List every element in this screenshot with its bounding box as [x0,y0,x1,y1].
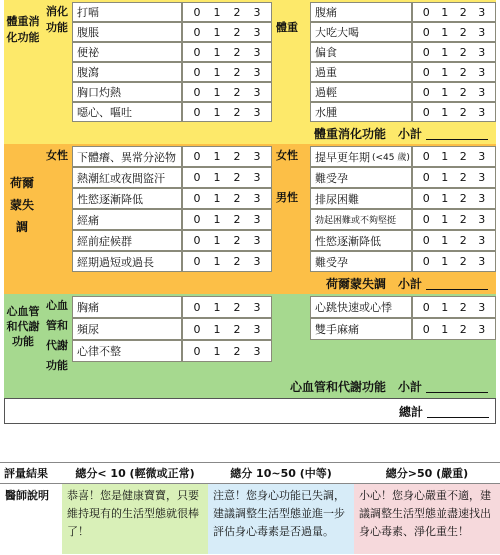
cardio-right-scores[interactable] [412,318,496,340]
score-option[interactable]: 3 [478,213,486,226]
score-option[interactable]: 3 [478,255,486,268]
score-option[interactable]: 2 [233,213,241,226]
hormone-right-item: 勃起困難或不夠堅挺 [310,209,412,230]
hormone-right-scores[interactable] [412,251,496,272]
eval-text-mid: 注意！您身心功能已失調，建議調整生活型態並進一步評估身心毒素是否過量。 [208,484,354,554]
score-option[interactable]: 1 [441,213,449,226]
cardio-subtotal: 心血管和代謝功能 小計 [4,374,496,398]
hormone-right-scores[interactable] [412,188,496,209]
score-option[interactable]: 1 [213,192,221,205]
hormone-right-item: 提早更年期 (<45 歲) [310,146,412,167]
score-option[interactable]: 0 [422,150,430,163]
score-option[interactable]: 0 [193,213,201,226]
hormone-right-scores[interactable] [412,146,496,167]
score-option[interactable]: 3 [253,255,261,268]
score-option[interactable]: 0 [422,25,430,39]
score-option[interactable]: 3 [478,105,486,119]
score-option[interactable]: 3 [253,213,261,226]
digestive-left-scores[interactable] [182,42,272,62]
score-option[interactable]: 1 [441,234,449,247]
score-option[interactable]: 1 [213,85,221,99]
cardio-left-item: 心律不整 [72,340,182,362]
hormone-subtotal: 荷爾蒙失調 小計 [4,272,496,294]
digestive-sub-left: 消化功能 [46,5,68,34]
score-option[interactable]: 2 [233,234,241,247]
digestive-sub-right: 體重 [276,21,298,34]
eval-range-mid: 總分 10~50 (中等) [208,462,354,484]
score-option[interactable]: 0 [422,322,430,336]
score-option[interactable]: 0 [193,105,201,119]
score-option[interactable]: 3 [253,300,261,314]
digestive-left-item: 噁心、嘔吐 [72,102,182,122]
score-option[interactable]: 0 [193,65,201,79]
score-option[interactable]: 2 [459,192,467,205]
total-label: 總計 [398,404,423,419]
score-option[interactable]: 1 [441,192,449,205]
score-option[interactable]: 2 [233,300,241,314]
score-option[interactable]: 0 [422,192,430,205]
digestive-left-scores[interactable] [182,102,272,122]
score-option[interactable]: 3 [253,150,261,163]
score-option[interactable]: 2 [233,344,241,358]
score-option[interactable]: 2 [459,150,467,163]
cardio-left-scores[interactable] [182,318,272,340]
hormone-right-item: 性慾逐漸降低 [310,230,412,251]
score-option[interactable]: 3 [478,25,486,39]
score-option[interactable]: 0 [422,234,430,247]
score-option[interactable]: 3 [478,192,486,205]
score-option[interactable]: 2 [233,255,241,268]
score-option[interactable]: 0 [422,5,430,19]
score-option[interactable]: 2 [233,105,241,119]
hormone-left-item: 經前症候群 [72,230,182,251]
score-option[interactable]: 2 [459,25,467,39]
score-option[interactable]: 2 [233,5,241,19]
score-option[interactable]: 2 [459,234,467,247]
score-option[interactable]: 0 [193,255,201,268]
eval-header-label: 評量結果 [0,462,62,484]
score-option[interactable]: 3 [253,234,261,247]
score-option[interactable]: 0 [193,25,201,39]
score-option[interactable]: 1 [441,45,449,59]
score-option[interactable]: 1 [213,171,221,184]
score-option[interactable]: 0 [193,344,201,358]
digestive-right-item: 過輕 [310,82,412,102]
digestive-right-item: 水腫 [310,102,412,122]
hormone-left-scores[interactable] [182,251,272,272]
score-option[interactable]: 1 [441,300,449,314]
score-option[interactable]: 0 [422,105,430,119]
score-option[interactable]: 1 [213,234,221,247]
digestive-right-scores[interactable] [412,42,496,62]
digestive-right-item: 過重 [310,62,412,82]
digestive-right-scores[interactable] [412,82,496,102]
score-option[interactable]: 0 [193,85,201,99]
score-option[interactable]: 3 [478,5,486,19]
digestive-left-item: 腹瀉 [72,62,182,82]
digestive-left-item: 腹脹 [72,22,182,42]
score-option[interactable]: 3 [478,171,486,184]
digestive-right-scores[interactable] [412,62,496,82]
score-option[interactable]: 3 [478,234,486,247]
score-option[interactable]: 1 [441,322,449,336]
score-option[interactable]: 3 [253,5,261,19]
score-option[interactable]: 2 [459,322,467,336]
score-option[interactable]: 1 [441,171,449,184]
total-row [4,398,496,424]
score-option[interactable]: 0 [193,45,201,59]
score-option[interactable]: 3 [253,85,261,99]
score-option[interactable]: 3 [478,85,486,99]
score-option[interactable]: 0 [422,85,430,99]
score-option[interactable]: 1 [213,322,221,336]
score-option[interactable]: 2 [233,45,241,59]
score-option[interactable]: 3 [253,192,261,205]
score-option[interactable]: 3 [478,45,486,59]
hormone-left-scores[interactable] [182,188,272,209]
digestive-title: 體重消化功能 [6,15,40,44]
score-option[interactable]: 1 [441,25,449,39]
score-option[interactable]: 2 [459,300,467,314]
hormone-sub-male: 男性 [276,191,298,204]
score-option[interactable]: 0 [193,150,201,163]
score-option[interactable]: 3 [478,300,486,314]
hormone-left-item: 經痛 [72,209,182,230]
eval-range-low: 總分< 10 (輕微或正常) [62,462,208,484]
score-option[interactable]: 2 [459,171,467,184]
score-option[interactable]: 1 [213,255,221,268]
hormone-left-scores[interactable] [182,146,272,167]
age-note: (<45 歲) [372,153,410,163]
score-option[interactable]: 2 [233,192,241,205]
digestive-left-item: 便祕 [72,42,182,62]
score-option[interactable]: 1 [441,85,449,99]
eval-range-high: 總分>50 (嚴重) [354,462,500,484]
score-option[interactable]: 2 [233,25,241,39]
digestive-right-item: 偏食 [310,42,412,62]
hormone-right-item: 難受孕 [310,251,412,272]
score-option[interactable]: 3 [253,25,261,39]
hormone-left-scores[interactable] [182,167,272,188]
score-option[interactable]: 3 [253,45,261,59]
hormone-right-scores[interactable] [412,209,496,230]
hormone-right-scores[interactable] [412,230,496,251]
digestive-right-item: 大吃大喝 [310,22,412,42]
score-option[interactable]: 0 [193,171,201,184]
cardio-right-item: 雙手麻痛 [310,318,412,340]
score-option[interactable]: 0 [422,255,430,268]
score-option[interactable]: 1 [441,255,449,268]
hormone-left-item: 下體癢、異常分泌物 [72,146,182,167]
hormone-title: 荷爾蒙失調 [9,176,34,234]
score-option[interactable]: 2 [459,105,467,119]
score-option[interactable]: 1 [441,150,449,163]
hormone-left-item: 性慾逐漸降低 [72,188,182,209]
score-option[interactable]: 0 [422,171,430,184]
score-option[interactable]: 2 [233,85,241,99]
cardio-right-scores[interactable] [412,296,496,318]
digestive-right-scores[interactable] [412,102,496,122]
score-option[interactable]: 3 [253,171,261,184]
score-option[interactable]: 2 [459,65,467,79]
hormone-right-item: 排尿困難 [310,188,412,209]
score-option[interactable]: 1 [213,150,221,163]
digestive-right-scores[interactable] [412,2,496,22]
score-option[interactable]: 0 [193,234,201,247]
digestive-left-scores[interactable] [182,62,272,82]
score-option[interactable]: 1 [213,45,221,59]
score-option[interactable]: 2 [459,255,467,268]
score-option[interactable]: 0 [193,322,201,336]
score-option[interactable]: 2 [459,85,467,99]
score-option[interactable]: 1 [213,65,221,79]
score-option[interactable]: 0 [422,65,430,79]
score-option[interactable]: 0 [193,192,201,205]
score-option[interactable]: 2 [233,171,241,184]
score-option[interactable]: 1 [213,105,221,119]
digestive-left-scores[interactable] [182,82,272,102]
score-option[interactable]: 1 [441,65,449,79]
cardio-title: 心血管和代謝功能 [6,304,40,348]
hormone-sub-female: 女性 [46,149,68,162]
cardio-sub-left: 心血管和代謝功能 [46,299,68,372]
cardio-left-scores[interactable] [182,296,272,318]
digestive-left-item: 胸口灼熱 [72,82,182,102]
score-option[interactable]: 3 [478,65,486,79]
cardio-left-scores[interactable] [182,340,272,362]
score-option[interactable]: 2 [459,45,467,59]
score-option[interactable]: 2 [459,5,467,19]
digestive-left-scores[interactable] [182,2,272,22]
hormone-left-scores[interactable] [182,230,272,251]
score-option[interactable]: 2 [459,213,467,226]
score-option[interactable]: 1 [213,5,221,19]
eval-row-label: 醫師說明 [0,484,62,554]
score-option[interactable]: 0 [193,300,201,314]
score-option[interactable]: 3 [478,150,486,163]
digestive-left-scores[interactable] [182,22,272,42]
score-option[interactable]: 1 [213,344,221,358]
score-option[interactable]: 3 [478,322,486,336]
cardio-left-item: 頻尿 [72,318,182,340]
digestive-right-scores[interactable] [412,22,496,42]
hormone-right-item: 難受孕 [310,167,412,188]
score-option[interactable]: 3 [253,105,261,119]
score-option[interactable]: 1 [441,5,449,19]
score-option[interactable]: 1 [213,300,221,314]
score-option[interactable]: 0 [193,5,201,19]
eval-text-high: 小心！您身心嚴重不適，建議調整生活型態並盡速找出身心毒素、淨化重生！ [354,484,500,554]
score-option[interactable]: 3 [253,344,261,358]
hormone-right-scores[interactable] [412,167,496,188]
score-option[interactable]: 1 [213,25,221,39]
score-option[interactable]: 1 [213,213,221,226]
cardio-right-item: 心跳快速或心悸 [310,296,412,318]
digestive-left-item: 打嗝 [72,2,182,22]
score-option[interactable]: 0 [422,300,430,314]
score-option[interactable]: 2 [233,150,241,163]
score-option[interactable]: 0 [422,213,430,226]
hormone-left-item: 經期過短或過長 [72,251,182,272]
score-option[interactable]: 0 [422,45,430,59]
hormone-left-scores[interactable] [182,209,272,230]
eval-text-low: 恭喜！您是健康寶寶，只要維持現有的生活型態就很棒了！ [62,484,208,554]
score-option[interactable]: 1 [441,105,449,119]
digestive-right-item: 腹痛 [310,2,412,22]
hormone-sub-female-right: 女性 [276,149,298,162]
score-option[interactable]: 2 [233,322,241,336]
score-option[interactable]: 3 [253,65,261,79]
hormone-left-item: 熱潮紅或夜間盜汗 [72,167,182,188]
digestive-subtotal: 體重消化功能 小計 [4,122,496,144]
score-option[interactable]: 2 [233,65,241,79]
score-option[interactable]: 3 [253,322,261,336]
cardio-left-item: 胸痛 [72,296,182,318]
